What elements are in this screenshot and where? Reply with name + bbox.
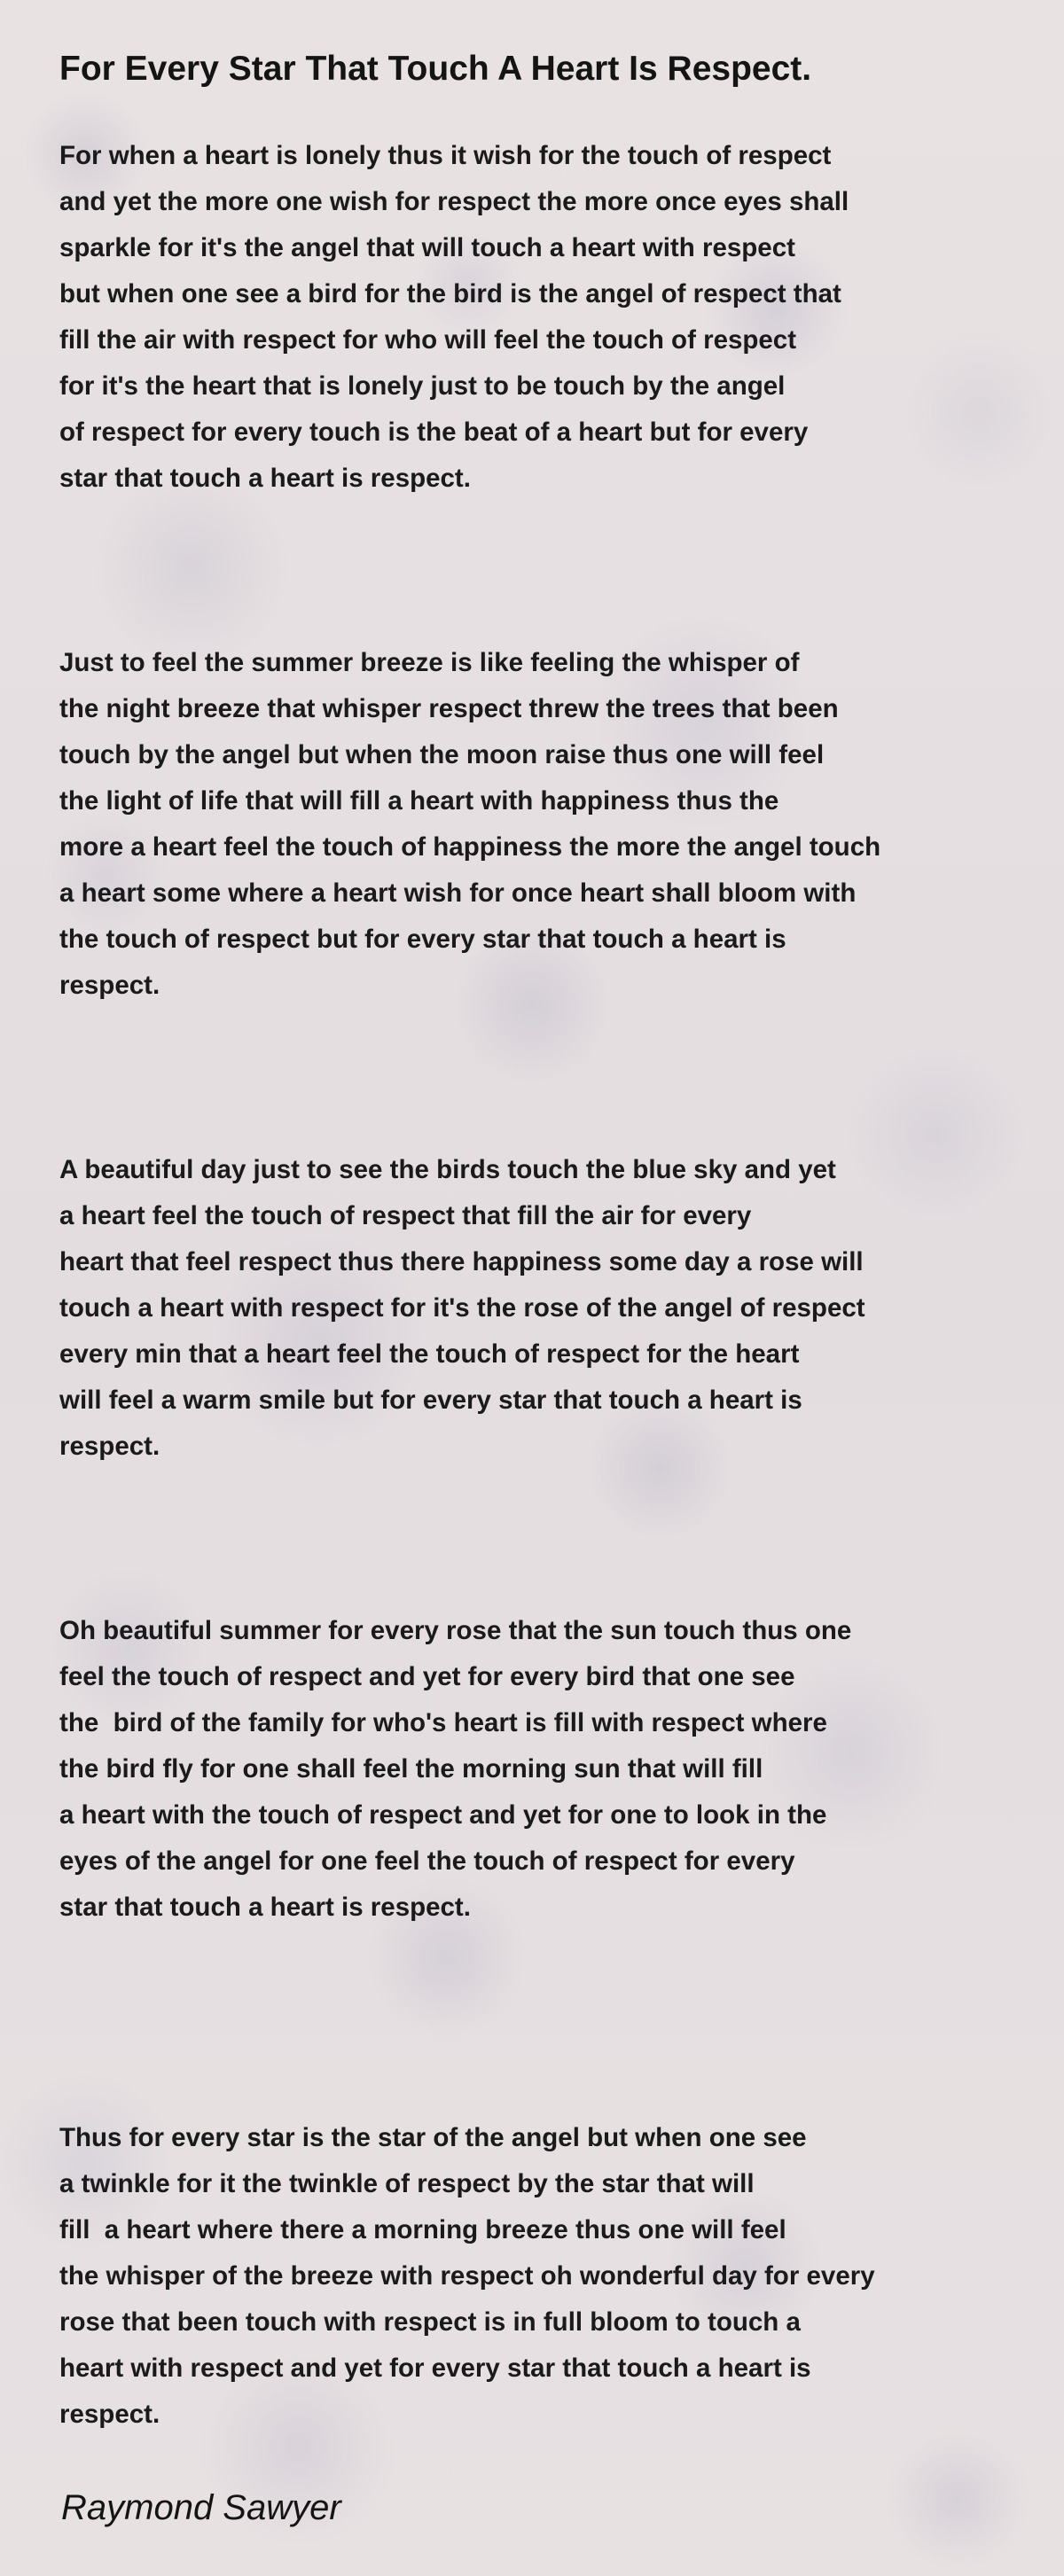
poem-line: touch a heart with respect for it's the rose of the angel of respect <box>59 1293 865 1323</box>
stanza-5 <box>59 2115 875 2438</box>
poem-line: touch by the angel but when the moon raise thus one will feel <box>59 740 825 769</box>
poem-line: for it's the heart that is lonely just to be touch by the angel <box>59 371 786 401</box>
poem-line: A beautiful day just to see the birds touch the blue sky and yet <box>59 1155 836 1184</box>
poem-line: a heart with the touch of respect and yet for one to look in the <box>59 1800 827 1830</box>
poem-line: respect. <box>59 2400 160 2429</box>
poem-line: fill the air with respect for who will feel the touch of respect <box>59 325 797 355</box>
poem-line: heart with respect and yet for every star that touch a heart is <box>59 2354 811 2383</box>
poem-line: the light of life that will fill a heart with happiness thus the <box>59 786 779 816</box>
poem-line: star that touch a heart is respect. <box>59 1893 471 1922</box>
poem-line: feel the touch of respect and yet for every bird that one see <box>59 1662 795 1691</box>
poem-line: rose that been touch with respect is in full bloom to touch a <box>59 2307 801 2337</box>
poem-line: a heart feel the touch of respect that fill the air for every <box>59 1201 752 1230</box>
poem-line: but when one see a bird for the bird is the angel of respect that <box>59 279 841 308</box>
poem-line: Thus for every star is the star of the angel but when one see <box>59 2123 807 2152</box>
poem-line: heart that feel respect thus there happiness some day a rose will <box>59 1247 864 1276</box>
stanza-3 <box>59 1147 865 1470</box>
stanza-1 <box>59 133 849 502</box>
poem-author: Raymond Sawyer <box>61 2488 341 2527</box>
poem-line: the bird of the family for who's heart is fill with respect where <box>59 1708 827 1737</box>
poem-line: Oh beautiful summer for every rose that the sun touch thus one <box>59 1616 852 1645</box>
poem-line: the night breeze that whisper respect threw the trees that been <box>59 694 839 723</box>
stanza-2 <box>59 640 880 1009</box>
stanza-4 <box>59 1608 851 1931</box>
poem-line: and yet the more one wish for respect the more once eyes shall <box>59 187 849 216</box>
poem-line: of respect for every touch is the beat of a heart but for every <box>59 418 809 447</box>
poem-line: more a heart feel the touch of happiness the more the angel touch <box>59 832 881 862</box>
poem-line: respect. <box>59 1432 160 1461</box>
poem-line: the touch of respect but for every star that touch a heart is <box>59 925 786 954</box>
poem-line: sparkle for it's the angel that will touch a heart with respect <box>59 233 795 262</box>
poem-title: For Every Star That Touch A Heart Is Respect. <box>59 50 812 88</box>
poem-line: a heart some where a heart wish for once heart shall bloom with <box>59 878 857 908</box>
poem-line: every min that a heart feel the touch of respect for the heart <box>59 1339 800 1369</box>
poem-line: a twinkle for it the twinkle of respect by the star that will <box>59 2169 755 2198</box>
poem-line: fill a heart where there a morning breeze thus one will feel <box>59 2215 786 2244</box>
poem-line: the whisper of the breeze with respect oh wonderful day for every <box>59 2261 875 2291</box>
poem-line: eyes of the angel for one feel the touch of respect for every <box>59 1846 795 1876</box>
poem-line: the bird fly for one shall feel the morning sun that will fill <box>59 1754 763 1784</box>
poem-line: respect. <box>59 971 160 1000</box>
poem-line: Just to feel the summer breeze is like feeling the whisper of <box>59 648 800 677</box>
poem-line: star that touch a heart is respect. <box>59 464 471 493</box>
poem-line: will feel a warm smile but for every star that touch a heart is <box>59 1386 802 1415</box>
poem-line: For when a heart is lonely thus it wish for the touch of respect <box>59 141 832 170</box>
